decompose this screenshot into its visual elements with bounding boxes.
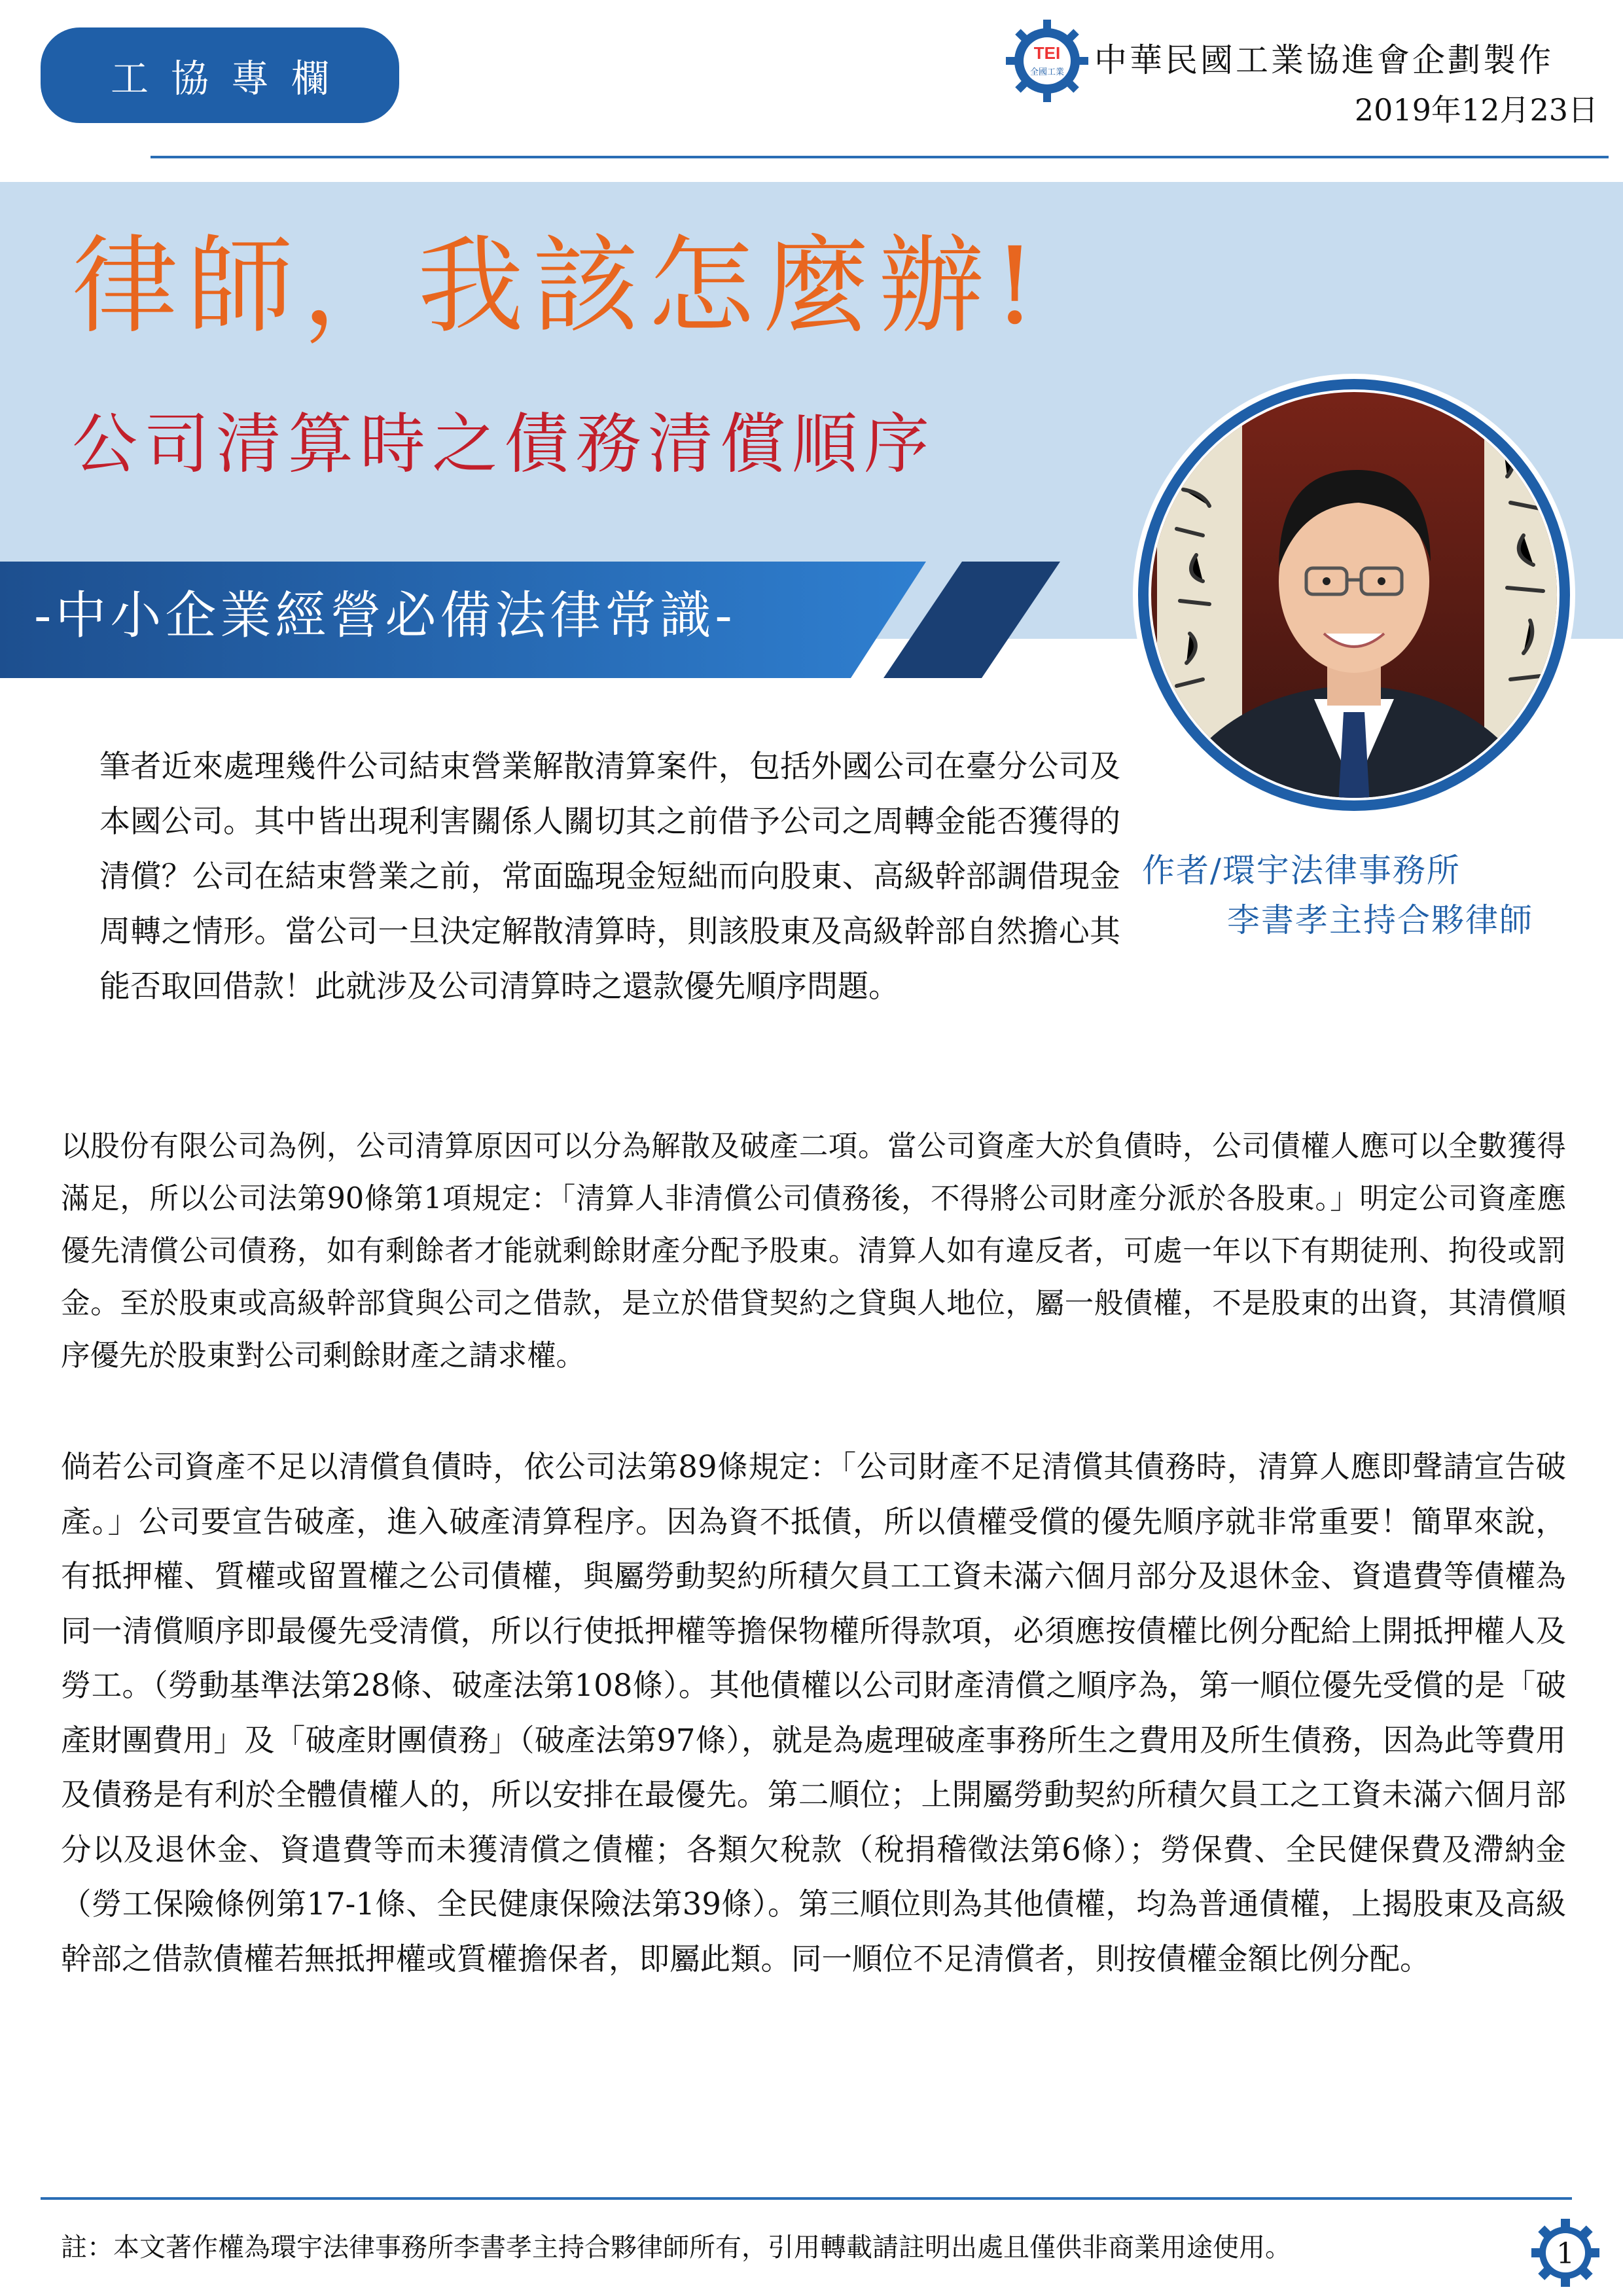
- body-paragraph-1: 筆者近來處理幾件公司結束營業解散清算案件，包括外國公司在臺分公司及本國公司。其中皆出現利害關係人關切其之前借予公司之周轉金能否獲得的清償？公司在結束營業之前，常面臨現金短絀而向股東、高級幹部調借現金周轉之情形。當公司一旦決定解散清算時，則該股東及高級幹部自然擔心其能否取回借款！此就涉及公司清算時之還款優先順序問題。: [99, 749, 1120, 1005]
- author-name: 李書孝主持合夥律師: [1227, 901, 1533, 939]
- logo-text: TEI: [1033, 43, 1061, 63]
- body-paragraph-3: 倘若公司資產不足以清償負債時，依公司法第89條規定：「公司財產不足清償其債務時，清算人應即聲請宣告破產。」公司要宣告破產，進入破產清算程序。因為資不抵債，所以債權受償的優先順序就非常重要！簡單來說，有抵押權、質權或留置權之公司債權，與屬勞動契約所積欠員工工資未滿六個月部分及退休金、資遣費等債權為同一清償順序即最優先受清償，所以行使抵押權等擔保物權所得款項，必須應按債權比例分配給上開抵押權人及勞工。（勞動基準法第28條、破產法第108條）。其他債權以公司財產清償之順序為，第一順位優先受償的是「破產財團費用」及「破產財團債務」（破產法第97條），就是為處理破產事務所生之費用及所生債務，因為此等費用及債務是有利於全體債權人的，所以安排在最優先。第二順位；上開屬勞動契約所積欠員工之工資未滿六個月部分以及退休金、資遣費等而未獲清償之債權；各類欠稅款（稅捐稽徵法第6條）；勞保費、全民健保費及滯納金（勞工保險條例第17-1條、全民健康保險法第39條）。第三順位則為其他債權，均為普通債權，上揭股東及高級幹部之借款債權若無抵押權或質權擔保者，即屬此類。同一順位不足清償者，則按債權金額比例分配。: [61, 1449, 1566, 1977]
- publish-date: 2019年12月23日: [1354, 92, 1598, 128]
- page-number-gear-icon: [1530, 2217, 1601, 2288]
- tei-logo-icon: [1005, 18, 1090, 103]
- series-label: -中小企業經營必備法律常識-: [34, 586, 736, 645]
- copyright-footnote: 註：本文著作權為環宇法律事務所李書孝主持合夥律師所有，引用轉載請註明出處且僅供非商業用途使用。: [61, 2233, 1291, 2263]
- publisher-name: 中華民國工業協進會企劃製作: [1094, 41, 1554, 79]
- logo-caption: 全國工業: [1029, 67, 1065, 77]
- header-divider: [151, 156, 1609, 158]
- author-affiliation: 作者/環宇法律事務所: [1142, 852, 1461, 889]
- main-title: 律師，我該怎麼辦!: [72, 225, 1046, 348]
- column-badge: 工協專欄: [41, 27, 399, 123]
- body-paragraph-2: 以股份有限公司為例，公司清算原因可以分為解散及破產二項。當公司資產大於負債時，公司債權人應可以全數獲得滿足，所以公司法第90條第1項規定：「清算人非清償公司債務後，不得將公司財產分派於各股東。」明定公司資產應優先清償公司債務，如有剩餘者才能就剩餘財產分配予股東。清算人如有違反者，可處一年以下有期徒刑、拘役或罰金。至於股東或高級幹部貸與公司之借款，是立於借貸契約之貸與人地位，屬一般債權，不是股東的出資，其清償順序優先於股東對公司剩餘財產之請求權。: [61, 1130, 1566, 1372]
- author-portrait: [1131, 372, 1577, 818]
- footer-divider: [41, 2197, 1572, 2200]
- ribbon-stripe: [883, 562, 1060, 678]
- sub-title: 公司清算時之債務清償順序: [72, 406, 936, 482]
- page-number: 1: [1556, 2237, 1575, 2270]
